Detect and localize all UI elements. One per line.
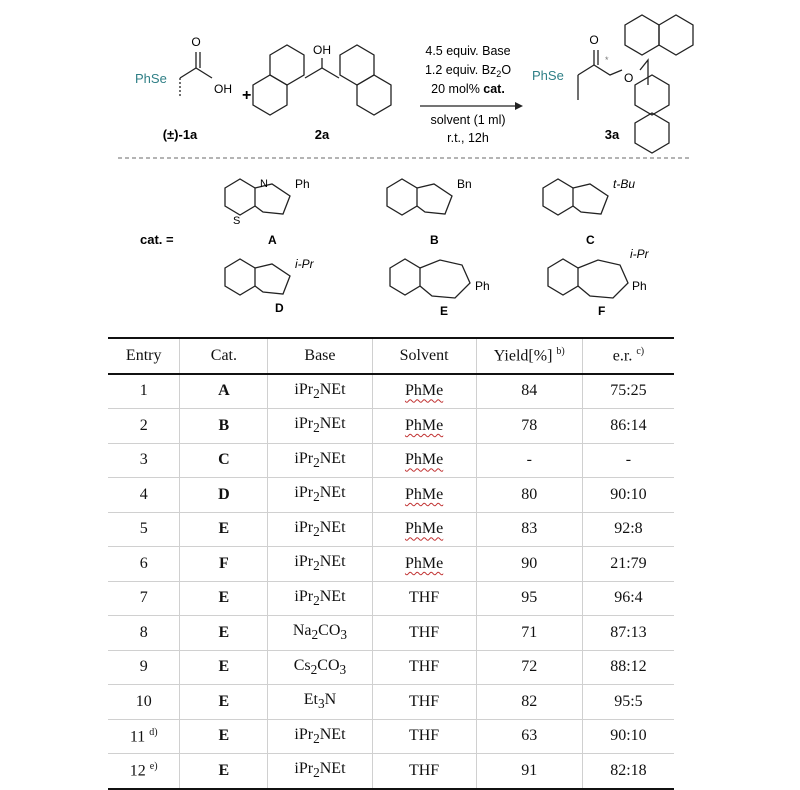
reactant1-o: O xyxy=(191,35,201,49)
cell-yield: 84 xyxy=(476,374,582,409)
cell-cat: E xyxy=(180,581,268,616)
reaction-scheme xyxy=(0,0,800,330)
condition-solvent: solvent (1 ml) xyxy=(430,113,506,127)
cell-base: iPr$_2$NEt xyxy=(268,547,372,582)
product-o1: O xyxy=(589,33,599,47)
table-row xyxy=(108,547,674,582)
header-cat: Cat. xyxy=(180,338,268,374)
reactant1-oh: OH xyxy=(214,82,232,96)
header-er: e.r. $^{c)}$ xyxy=(582,338,674,374)
cell-solvent: THF xyxy=(372,685,476,720)
cat-d-label: D xyxy=(275,301,284,315)
cell-er: - xyxy=(582,443,674,478)
header-yield-note: b) xyxy=(556,346,565,358)
cell-base: iPr$_2$NEt xyxy=(268,478,372,513)
cell-solvent: THF xyxy=(372,616,476,651)
cell-cat: A xyxy=(180,374,268,409)
optimization-table-container xyxy=(108,337,674,790)
cell-entry: 12 $^{e)}$ xyxy=(129,761,158,780)
product-group: PhSe xyxy=(532,68,564,83)
cell-yield: 82 xyxy=(476,685,582,720)
cell-er: 21:79 xyxy=(582,547,674,582)
table-row xyxy=(108,581,674,616)
cell-er: 82:18 xyxy=(582,754,674,789)
cell-entry-note: d) xyxy=(149,726,158,738)
cat-a-s: S xyxy=(233,215,241,227)
reactant1-label: (±)-1a xyxy=(162,127,198,142)
cell-cat: E xyxy=(180,650,268,685)
condition-temp-time: r.t., 12h xyxy=(447,131,489,145)
cell-yield: 71 xyxy=(476,616,582,651)
cell-solvent: PhMe xyxy=(372,409,476,444)
cell-er: 88:12 xyxy=(582,650,674,685)
cat-d-substituent: i-Pr xyxy=(295,257,314,271)
cell-solvent: THF xyxy=(372,754,476,789)
cell-entry: 1 xyxy=(139,382,148,400)
cell-cat: E xyxy=(180,685,268,720)
cell-er: 90:10 xyxy=(582,478,674,513)
table-row xyxy=(108,719,674,754)
cell-solvent: PhMe xyxy=(372,512,476,547)
header-yield: Yield[%] $^{b)}$ xyxy=(476,338,582,374)
table-row xyxy=(108,754,674,789)
cell-entry: 5 xyxy=(139,520,148,538)
cat-f-substituent2: i-Pr xyxy=(630,247,649,261)
cell-cat: E xyxy=(180,754,268,789)
cell-cat: E xyxy=(180,512,268,547)
cell-er: 92:8 xyxy=(582,512,674,547)
cell-base: $Na_2CO_3$ xyxy=(268,616,372,651)
table-row xyxy=(108,443,674,478)
product-stereo-star: * xyxy=(605,55,609,65)
cell-solvent: PhMe xyxy=(372,547,476,582)
cell-solvent: PhMe xyxy=(372,374,476,409)
cell-solvent: THF xyxy=(372,581,476,616)
cell-er: 90:10 xyxy=(582,719,674,754)
cell-er: 86:14 xyxy=(582,409,674,444)
product-label: 3a xyxy=(604,127,620,142)
table-row xyxy=(108,685,674,720)
cell-cat: E xyxy=(180,616,268,651)
cell-cat: E xyxy=(180,719,268,754)
cell-base: iPr$_2$NEt xyxy=(268,409,372,444)
cat-e-substituent: Ph xyxy=(475,279,490,293)
optimization-table xyxy=(108,337,674,790)
cat-f-substituent: Ph xyxy=(632,279,647,293)
condition-bz2o: 1.2 equiv. $Bz_2O$ xyxy=(424,63,512,79)
cat-a-n: N xyxy=(260,178,268,190)
cell-solvent: PhMe xyxy=(372,478,476,513)
cell-yield: 91 xyxy=(476,754,582,789)
cell-yield: - xyxy=(476,443,582,478)
cell-base: iPr$_2$NEt xyxy=(268,581,372,616)
cell-entry: 11 $^{d)}$ xyxy=(129,726,158,745)
cell-base: iPr$_2$NEt xyxy=(268,754,372,789)
cat-e-label: E xyxy=(440,304,449,318)
cell-cat: D xyxy=(180,478,268,513)
cell-base: iPr$_2$NEt xyxy=(268,443,372,478)
condition-base: 4.5 equiv. Base xyxy=(425,44,511,58)
table-row xyxy=(108,409,674,444)
cell-entry: 3 xyxy=(139,451,148,469)
table-row xyxy=(108,478,674,513)
cell-er: 95:5 xyxy=(582,685,674,720)
cell-cat: B xyxy=(180,409,268,444)
cell-entry: 8 xyxy=(139,623,148,641)
cell-entry: 9 xyxy=(139,658,148,676)
reactant1-group: PhSe xyxy=(135,71,167,86)
header-base: Base xyxy=(268,338,372,374)
cat-f-label: F xyxy=(598,304,606,318)
cell-solvent: THF xyxy=(372,650,476,685)
cell-entry: 7 xyxy=(139,589,148,607)
cell-yield: 72 xyxy=(476,650,582,685)
cat-c-label: C xyxy=(586,233,595,247)
cell-entry: 6 xyxy=(139,554,148,572)
header-solvent: Solvent xyxy=(372,338,476,374)
cat-b-substituent: Bn xyxy=(457,177,472,191)
table-row xyxy=(108,374,674,409)
cell-base: $Et_3N$ xyxy=(268,685,372,720)
product-o2: O xyxy=(624,71,634,85)
condition-catalyst: 20 mol% cat. xyxy=(431,82,505,96)
table-row xyxy=(108,616,674,651)
cell-entry-note: e) xyxy=(149,761,158,773)
plus-sign: + xyxy=(242,87,252,104)
cell-er: 96:4 xyxy=(582,581,674,616)
cell-er: 75:25 xyxy=(582,374,674,409)
table-header-row xyxy=(108,338,674,374)
cell-cat: F xyxy=(180,547,268,582)
cell-base: iPr$_2$NEt xyxy=(268,719,372,754)
cell-base: iPr$_2$NEt xyxy=(268,374,372,409)
cell-yield: 95 xyxy=(476,581,582,616)
cell-entry: 10 xyxy=(135,692,152,710)
header-er-note: c) xyxy=(636,346,645,358)
table-row xyxy=(108,512,674,547)
reactant2-oh: OH xyxy=(313,43,331,57)
table-row xyxy=(108,650,674,685)
cat-c-substituent: t-Bu xyxy=(613,177,636,191)
cell-solvent: THF xyxy=(372,719,476,754)
cat-b-label: B xyxy=(430,233,439,247)
reactant2-label: 2a xyxy=(314,127,330,142)
cat-a-substituent: Ph xyxy=(295,177,310,191)
cell-cat: C xyxy=(180,443,268,478)
cat-a-label: A xyxy=(268,233,277,247)
header-entry: Entry xyxy=(125,346,162,364)
cell-er: 87:13 xyxy=(582,616,674,651)
cell-yield: 83 xyxy=(476,512,582,547)
catalyst-prefix: cat. = xyxy=(140,232,174,247)
cell-solvent: PhMe xyxy=(372,443,476,478)
cell-yield: 63 xyxy=(476,719,582,754)
cell-yield: 80 xyxy=(476,478,582,513)
cell-entry: 2 xyxy=(139,416,148,434)
cell-entry: 4 xyxy=(139,485,148,503)
cell-yield: 90 xyxy=(476,547,582,582)
cell-yield: 78 xyxy=(476,409,582,444)
cell-base: iPr$_2$NEt xyxy=(268,512,372,547)
cell-base: $Cs_2CO_3$ xyxy=(268,650,372,685)
